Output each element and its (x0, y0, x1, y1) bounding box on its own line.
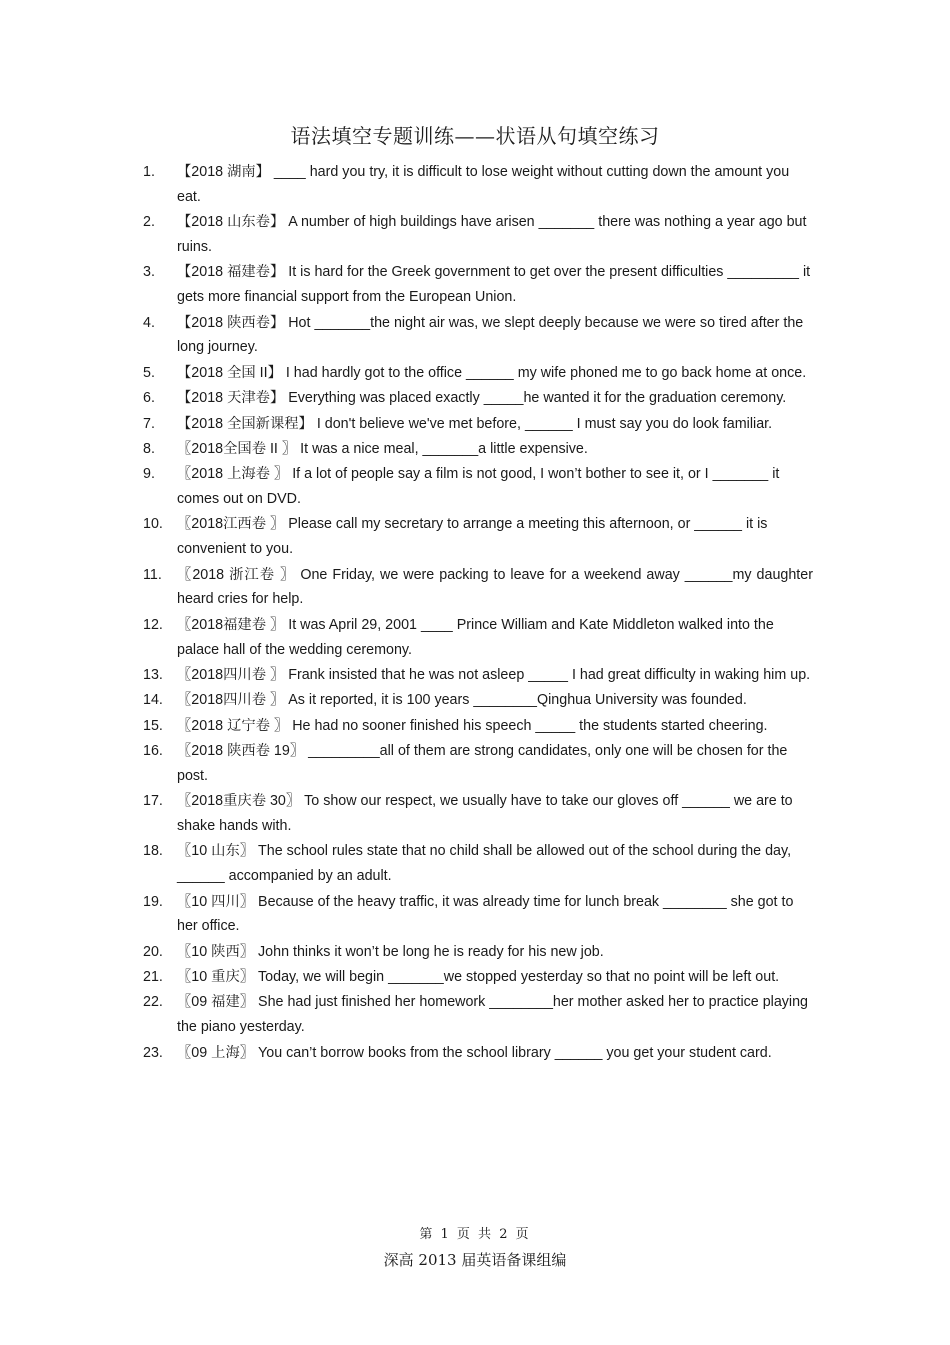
question-number: 2. (143, 214, 155, 231)
question-item (143, 563, 813, 613)
question-item (143, 462, 813, 512)
question-number: 16. (143, 742, 163, 759)
question-number: 7. (143, 415, 155, 432)
question-item (143, 386, 813, 411)
question-text: 〖10 陕西〗 John thinks it won’t be long he is ready for his new job. (177, 943, 604, 960)
question-text: 【2018 全国 II】 I had hardly got to the office ______ my wife phoned me to go back home at once. (177, 364, 807, 381)
question-item (143, 361, 813, 386)
question-item (143, 739, 813, 789)
question-number: 19. (143, 893, 163, 910)
question-text: 〖2018 辽宁卷 〗 He had no sooner finished his speech _____ the students started cheering. (177, 717, 768, 734)
question-item (143, 1041, 813, 1066)
question-item (143, 160, 813, 210)
question-text: 〖2018四川卷 〗 Frank insisted that he was not asleep _____ I had great difficulty in waking him up. (177, 666, 811, 683)
question-text: 【2018 福建卷】 It is hard for the Greek government to get over the present difficulties _________ it gets more financial support from the European Union. (177, 264, 811, 306)
question-number: 1. (143, 164, 155, 180)
question-number: 22. (143, 994, 163, 1011)
question-text: 〖2018重庆卷 30〗 To show our respect, we usually have to take our gloves off ______ we are to shake hands with. (177, 793, 793, 834)
question-item (143, 512, 813, 562)
question-number: 9. (143, 466, 155, 483)
question-text: 〖09 福建〗 She had just finished her homework ________her mother asked her to practice playing the piano yesterday. (177, 994, 809, 1036)
question-text: 〖2018 上海卷 〗 If a lot of people say a film is not good, I won’t bother to see it, or I _______ it comes out on DVD. (177, 466, 780, 508)
question-item (143, 789, 813, 839)
question-number: 21. (143, 969, 163, 985)
footer-organization: 深高 2013 届英语备课组编 (383, 1251, 567, 1269)
question-item (143, 688, 813, 713)
question-text: 〖2018江西卷 〗 Please call my secretary to arrange a meeting this afternoon, or ______ it is convenient to you. (177, 516, 768, 558)
question-text: 〖09 上海〗 You can’t borrow books from the school library ______ you get your student card. (177, 1044, 772, 1061)
question-item (143, 437, 813, 462)
question-text: 〖2018全国卷 II 〗 It was a nice meal, _______a little expensive. (177, 440, 588, 457)
question-item (143, 613, 813, 663)
question-number: 20. (143, 943, 163, 960)
question-item (143, 210, 813, 260)
question-text: 〖10 重庆〗 Today, we will begin _______we stopped yesterday so that no point will be left out. (177, 969, 780, 985)
question-number: 8. (143, 440, 155, 457)
question-item (143, 839, 813, 889)
question-number: 5. (143, 364, 155, 381)
question-item (143, 311, 813, 361)
question-number: 4. (143, 314, 155, 331)
question-item (143, 663, 813, 688)
question-item (143, 714, 813, 739)
question-item (143, 940, 813, 965)
question-number: 3. (143, 264, 155, 281)
question-text: 【2018 天津卷】 Everything was placed exactly _____he wanted it for the graduation ceremony. (177, 390, 787, 407)
question-number: 10. (143, 516, 163, 533)
question-text: 【2018 全国新课程】 I don't believe we've met before, ______ I must say you do look familiar. (177, 415, 773, 432)
question-text: 〖2018四川卷 〗 As it reported, it is 100 years ________Qinghua University was founded. (177, 692, 747, 709)
question-text: 〖2018福建卷 〗 It was April 29, 2001 ____ Prince William and Kate Middleton walked into the palace hall of the wedding ceremony. (177, 616, 774, 658)
question-text: 【2018 陕西卷】 Hot _______the night air was, we slept deeply because we were so tired after the long journey. (177, 314, 804, 356)
question-number: 18. (143, 843, 163, 860)
question-item (143, 260, 813, 310)
question-number: 14. (143, 692, 163, 709)
question-item (143, 890, 813, 940)
question-item (143, 990, 813, 1040)
question-text: 〖2018 浙江卷 〗 One Friday, we were packing to leave for a weekend away ______my daughter heard cries for help. (177, 566, 813, 608)
question-number: 15. (143, 717, 163, 734)
page-number: 第 1 页 共 2 页 (419, 1227, 531, 1242)
question-number: 23. (143, 1044, 163, 1061)
document-title: 语法填空专题训练——状语从句填空练习 (290, 124, 660, 148)
question-text: 〖2018 陕西卷 19〗 _________all of them are strong candidates, only one will be chosen for the post. (177, 742, 788, 784)
question-number: 17. (143, 793, 163, 810)
question-list (143, 160, 813, 1066)
question-item (143, 965, 813, 990)
question-number: 13. (143, 666, 163, 683)
question-text: 〖10 山东〗 The school rules state that no child shall be allowed out of the school during the day, ______ accompanied by an adult. (177, 843, 792, 885)
question-number: 6. (143, 390, 155, 407)
question-number: 11. (143, 566, 162, 583)
question-text: 〖10 四川〗 Because of the heavy traffic, it was already time for lunch break ________ she got to her office. (177, 893, 794, 935)
question-number: 12. (143, 616, 163, 633)
question-text: 【2018 山东卷】 A number of high buildings have arisen _______ there was nothing a year ago but ruins. (177, 214, 807, 255)
question-item (143, 412, 813, 437)
question-text: 【2018 湖南】 ____ hard you try, it is difficult to lose weight without cutting down the amount you eat. (177, 164, 790, 205)
